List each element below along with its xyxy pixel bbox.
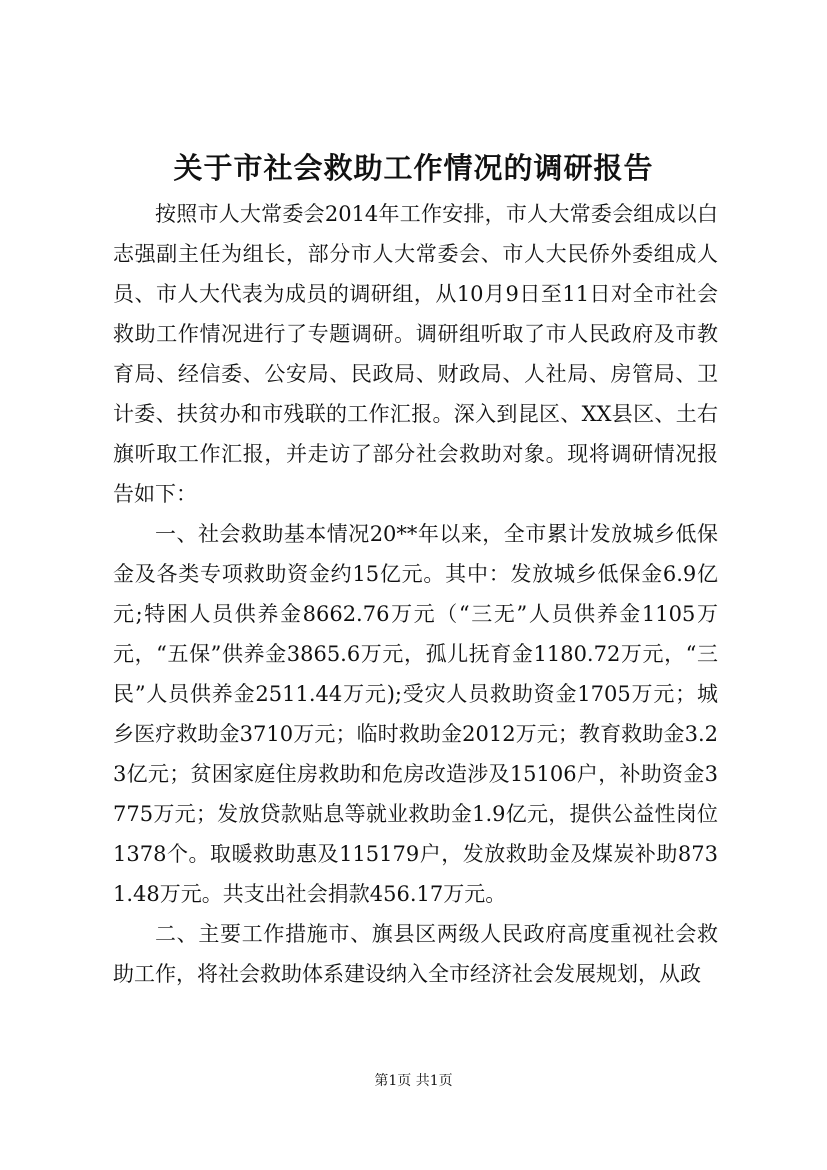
paragraph-main-measures: 二、主要工作措施市、旗县区两级人民政府高度重视社会救助工作，将社会救助体系建设纳入全市经济社会发展规划，从政 bbox=[113, 922, 718, 986]
paragraph-intro: 按照市人大常委会2014年工作安排，市人大常委会组成以白志强副主任为组长，部分市人大常委会、市人大民侨外委组成人员、市人大代表为成员的调研组，从10月9日至11日对全市社会救助工作情况进行了专题调研。调研组听取了市人民政府及市教育局、经信委、公安局、民政局、财政局、人社局、房管局、卫计委、扶贫办和市残联的工作汇报。深入到昆区、XX县区、土右旗听取工作汇报，并走访了部分社会救助对象。现将调研情况报告如下： bbox=[113, 202, 718, 506]
document-body bbox=[113, 194, 718, 994]
page-footer: 第1页 共1页 bbox=[374, 1073, 453, 1089]
document-title: 关于市社会救助工作情况的调研报告 bbox=[173, 151, 654, 185]
paragraph-basic-situation: 一、社会救助基本情况20**年以来，全市累计发放城乡低保金及各类专项救助资金约15亿元。其中：发放城乡低保金6.9亿元;特困人员供养金8662.76万元（“三无”人员供养金1105万元，“五保”供养金3865.6万元，孤儿抚育金1180.72万元，“三民”人员供养金2511.44万元);受灾人员救助资金1705万元；城乡医疗救助金3710万元；临时救助金2012万元；教育救助金3.23亿元；贫困家庭住房救助和危房改造涉及15106户，补助资金3775万元；发放贷款贴息等就业救助金1.9亿元，提供公益性岗位1378个。取暖救助惠及115179户，发放救助金及煤炭补助8731.48万元。共支出社会捐款456.17万元。 bbox=[113, 522, 718, 906]
